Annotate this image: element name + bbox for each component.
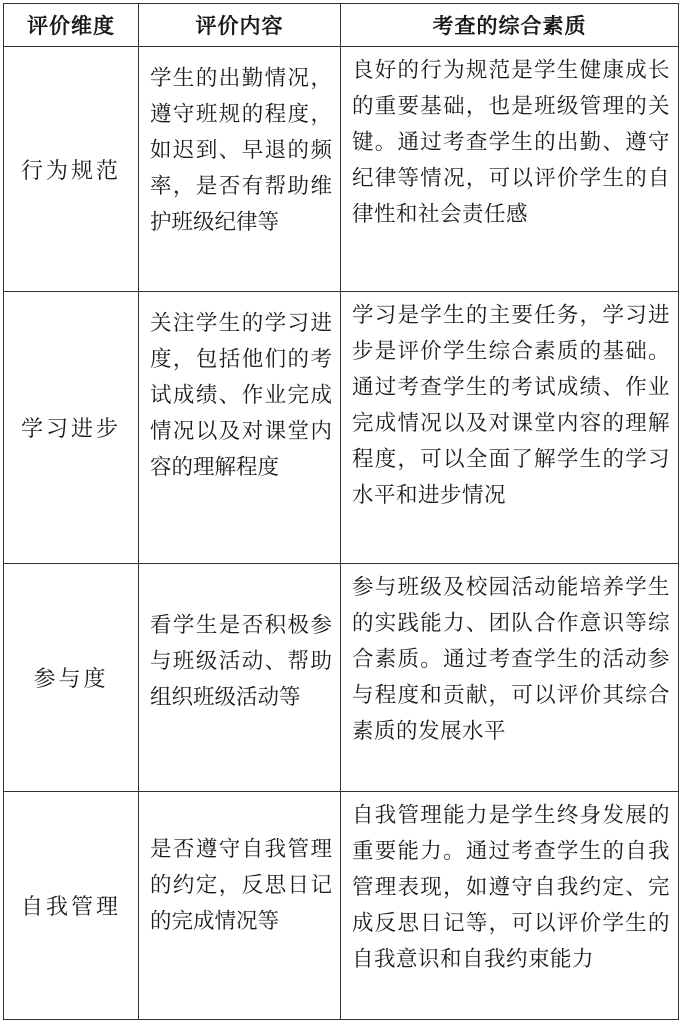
row-dimension: 参与度 [4, 564, 139, 792]
table-row [4, 792, 679, 1020]
table-header [4, 4, 679, 47]
evaluation-table [3, 3, 679, 1020]
row-content: 是否遵守自我管理的约定，反思日记的完成情况等 [139, 792, 341, 1020]
row-content: 关注学生的学习进度，包括他们的考试成绩、作业完成情况以及对课堂内容的理解程度 [139, 292, 341, 564]
table-body [4, 47, 679, 1020]
row-content: 看学生是否积极参与班级活动、帮助组织班级活动等 [139, 564, 341, 792]
table-row [4, 292, 679, 564]
row-quality: 学习是学生的主要任务，学习进步是评价学生综合素质的基础。通过考查学生的考试成绩、作业完成情况以及对课堂内容的理解程度，可以全面了解学生的学习水平和进步情况 [341, 292, 679, 564]
row-dimension: 学习进步 [4, 292, 139, 564]
row-content: 学生的出勤情况，遵守班规的程度，如迟到、早退的频率，是否有帮助维护班级纪律等 [139, 47, 341, 292]
row-quality: 参与班级及校园活动能培养学生的实践能力、团队合作意识等综合素质。通过考查学生的活动参与程度和贡献，可以评价其综合素质的发展水平 [341, 564, 679, 792]
table-row [4, 564, 679, 792]
row-quality: 良好的行为规范是学生健康成长的重要基础，也是班级管理的关键。通过考查学生的出勤、遵守纪律等情况，可以评价学生的自律性和社会责任感 [341, 47, 679, 292]
row-dimension: 自我管理 [4, 792, 139, 1020]
header-quality: 考查的综合素质 [341, 4, 679, 47]
row-dimension: 行为规范 [4, 47, 139, 292]
header-dimension: 评价维度 [4, 4, 139, 47]
table-row [4, 47, 679, 292]
header-content: 评价内容 [139, 4, 341, 47]
header-row [4, 4, 679, 47]
row-quality: 自我管理能力是学生终身发展的重要能力。通过考查学生的自我管理表现，如遵守自我约定、完成反思日记等，可以评价学生的自我意识和自我约束能力 [341, 792, 679, 1020]
